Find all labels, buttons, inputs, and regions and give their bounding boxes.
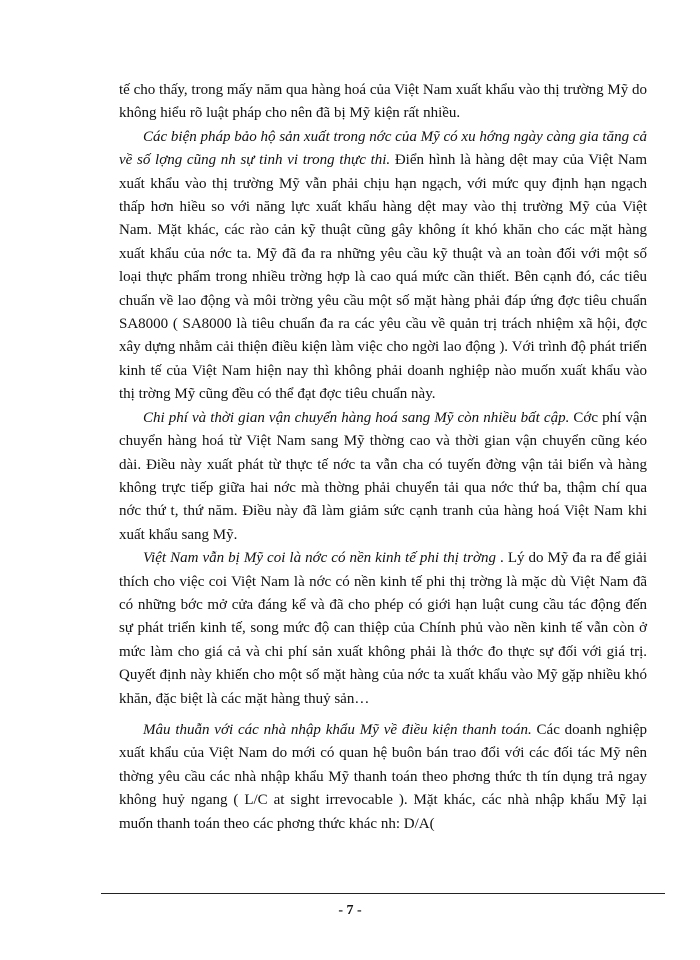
paragraph-4-text: . Lý do Mỹ đa ra để giải thích cho việc coi Việt Nam là nớc có nền kinh tế phi thị trờng là mặc dù Việt Nam đã có những bớc mở cửa đáng kể và đã cho phép có giới hạn luật cung cầu tác động đến sự phát triển kinh tế, song mức độ can thiệp của Chính phủ vào nền kinh tế vẫn còn ở mức làm cho giá cả và chi phí sản xuất không phải là thớc đo thực sự đối với giá trị. Quyết định này khiến cho một số mặt hàng của nớc ta xuất khẩu vào Mỹ gặp nhiều khó khăn, đặc biệt là các mặt hàng thuỷ sản…	[119, 550, 647, 707]
paragraph-1-text: tế cho thấy, trong mấy năm qua hàng hoá của Việt Nam xuất khẩu vào thị trường Mỹ do không hiểu rõ luật pháp cho nên đã bị Mỹ kiện rất nhiều.	[119, 82, 647, 122]
paragraph-4-lead: Việt Nam vẫn bị Mỹ coi là nớc có nền kinh tế phi thị trờng	[143, 550, 496, 567]
page-number: - 7 -	[338, 903, 362, 918]
paragraph-2-lead: Các biện pháp bảo hộ sản xuất trong nớc của Mỹ có xu hớng ngày càng gia tăng cả về số lợng cũng nh sự tinh vi trong thực thi.	[119, 128, 647, 169]
footer-divider	[101, 893, 665, 894]
paragraph-3	[119, 407, 647, 547]
paragraph-5	[119, 719, 647, 836]
paragraph-3-text: Cớc phí vận chuyển hàng hoá từ Việt Nam sang Mỹ thờng cao và thời gian vận chuyển cũng kéo dài. Điều này xuất phát từ thực tế nớc ta vẫn cha có tuyến đờng vận tải biển và hàng không trực tiếp giữa hai nớc mà thờng phải chuyển tải qua nớc thứ ba, thậm chí qua nớc thứ t, thứ năm. Điều này đã làm giảm sức cạnh tranh của hàng hoá Việt Nam khi xuất khẩu sang Mỹ.	[119, 409, 648, 543]
body-text	[119, 79, 647, 836]
paragraph-3-lead: Chi phí và thời gian vận chuyển hàng hoá sang Mỹ còn nhiều bất cập.	[143, 409, 570, 426]
paragraph-2	[119, 126, 647, 407]
paragraph-2-text: Điển hình là hàng dệt may của Việt Nam xuất khẩu vào thị trường Mỹ vẫn phải chịu hạn ngạch, với mức quy định hạn ngạch thấp hơn hiều so với năng lực xuất khẩu hàng dệt may vào thị trường Mỹ của Việt Nam. Mặt khác, các rào cản kỹ thuật cũng gây không ít khó khăn cho các mặt hàng xuất khẩu của nớc ta. Mỹ đã đa ra những yêu cầu kỹ thuật và an toàn đối với một số loại thực phẩm trong nhiều trờng hợp là cao quá mức cần thiết. Bên cạnh đó, các tiêu chuẩn về lao động và môi trờng yêu cầu một số mặt hàng phải đáp ứng đợc tiêu chuẩn SA8000 ( SA8000 là tiêu chuẩn đa ra các yêu cầu về quản trị trách nhiệm xã hội, đợc xây dựng nhằm cải thiện điều kiện làm việc cho ngời lao động ). Với trình độ phát triển kinh tế của Việt Nam hiện nay thì không phải doanh nghiệp nào muốn xuất khẩu vào thị trờng Mỹ cũng đều có thể đạt đợc tiêu chuẩn này.	[119, 152, 647, 403]
paragraph-1	[119, 79, 647, 126]
paragraph-4	[119, 547, 647, 711]
paragraph-5-lead: Mâu thuẫn với các nhà nhập khẩu Mỹ về điều kiện thanh toán.	[143, 721, 532, 738]
paragraph-5-text: Các doanh nghiệp xuất khẩu của Việt Nam do mới có quan hệ buôn bán trao đổi với các đối tác Mỹ nên thờng yêu cầu các nhà nhập khẩu Mỹ thanh toán theo phơng thức th tín dụng trả ngay không huỷ ngang ( L/C at sight irrevocable ). Mặt khác, các nhà nhập khẩu Mỹ lại muốn thanh toán theo các phơng thức khác nh: D/A(	[119, 721, 647, 832]
